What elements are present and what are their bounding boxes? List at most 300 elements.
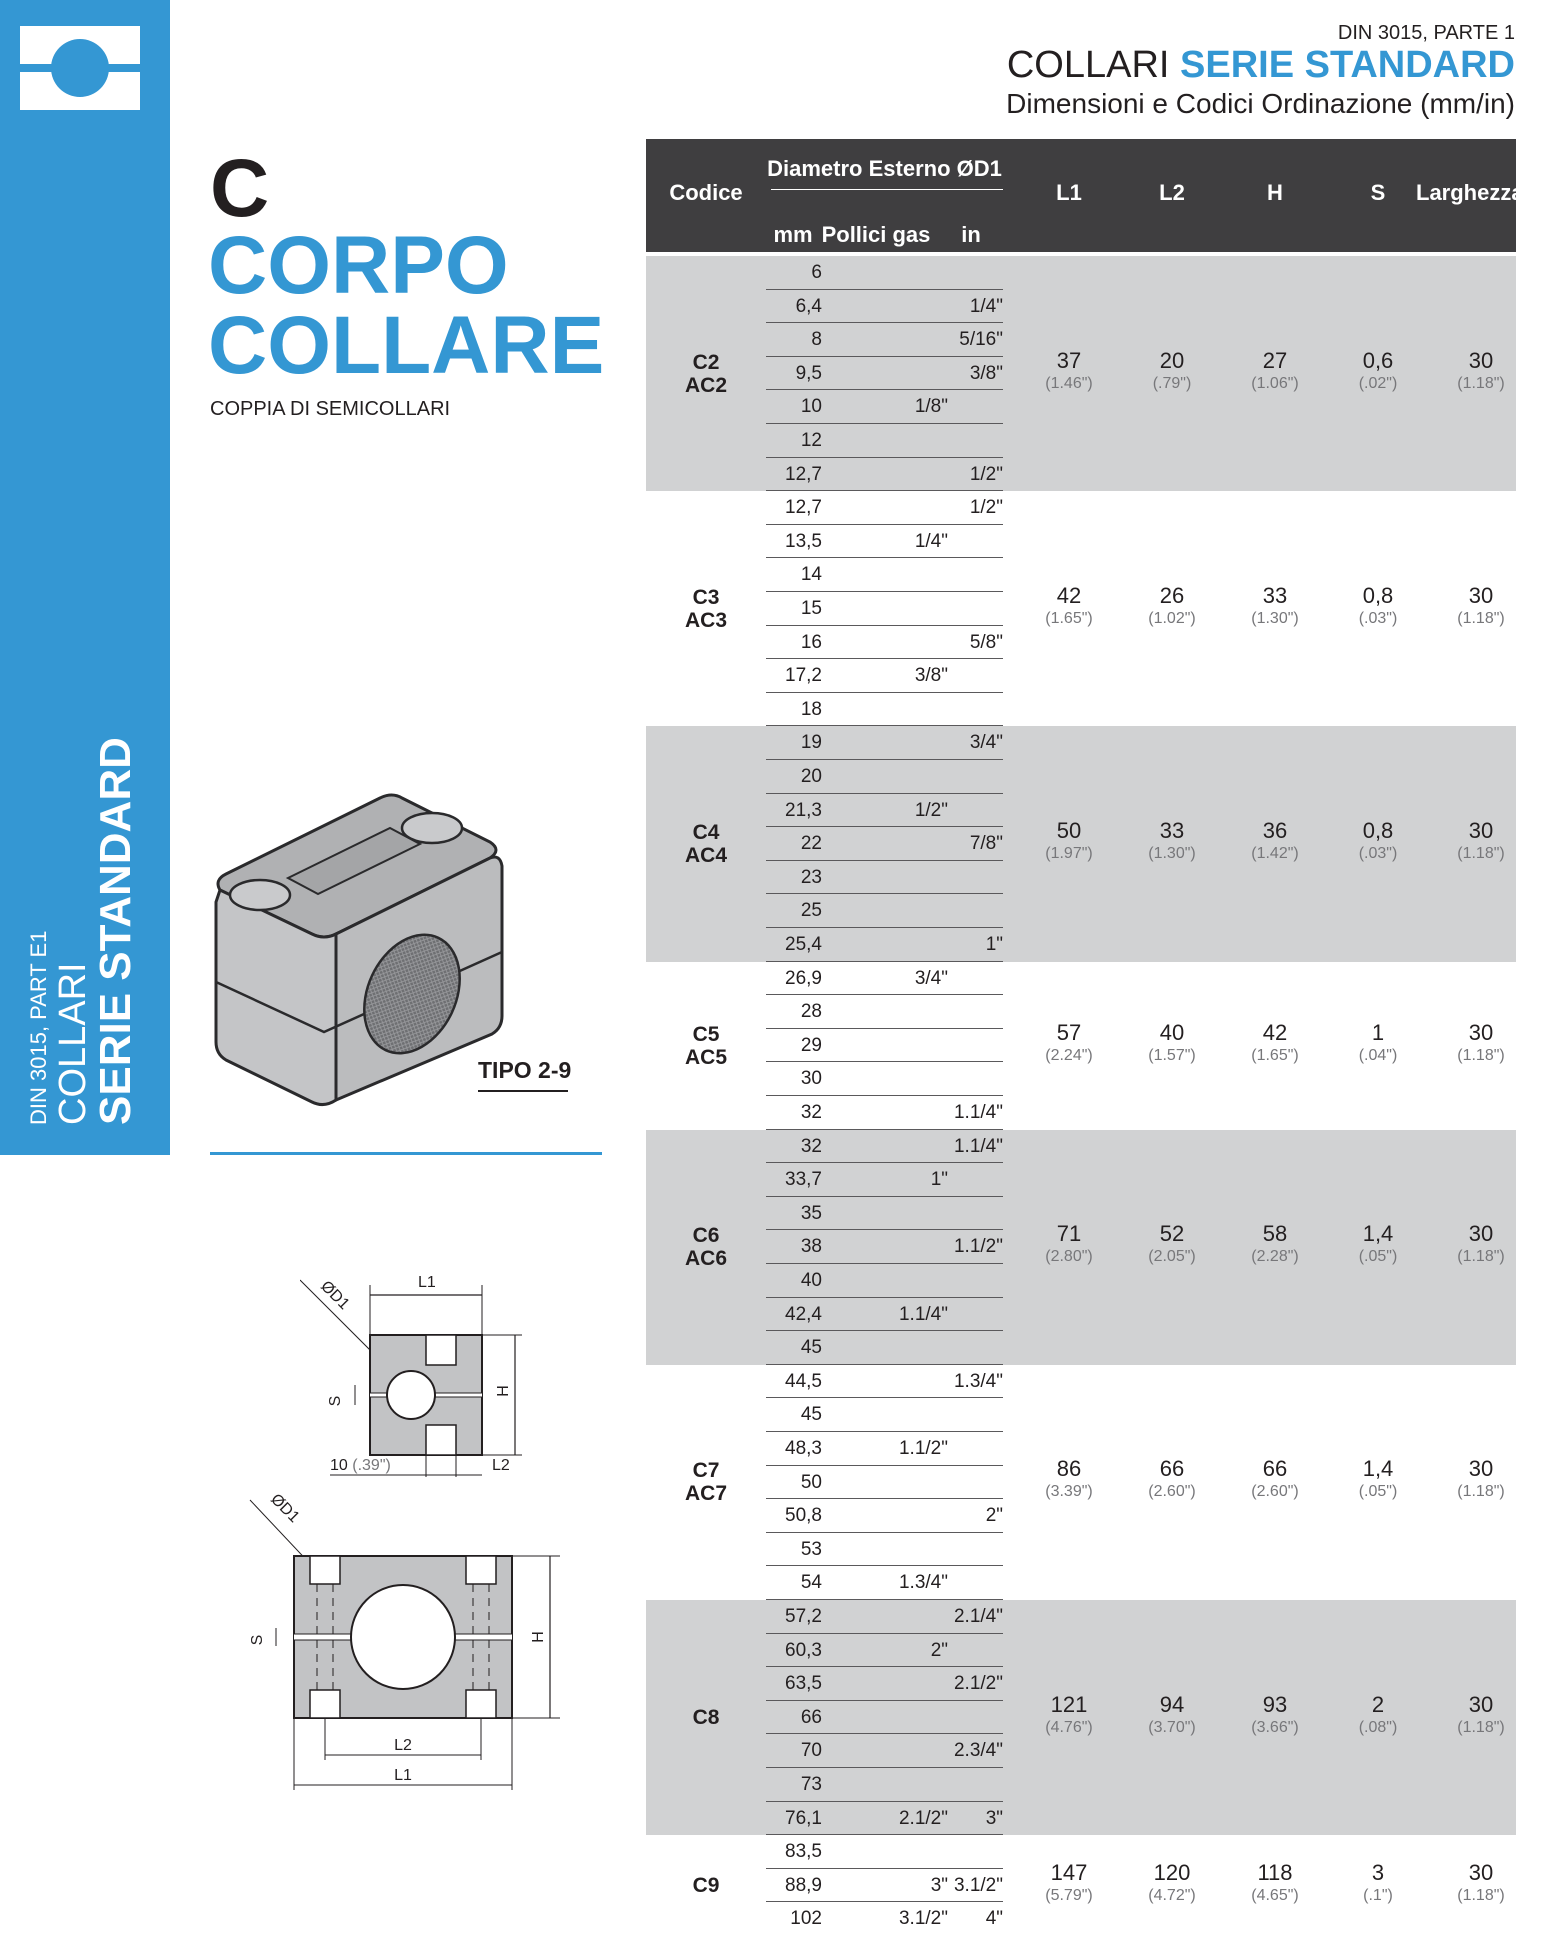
table-row: [766, 458, 1003, 492]
diameter-mm: 20: [800, 765, 822, 787]
table-row: [766, 1331, 1003, 1365]
diameter-mm: 60,3: [785, 1639, 822, 1661]
table-row: [766, 1230, 1003, 1264]
dimension-s: [1328, 1860, 1428, 1906]
table-group: [646, 491, 1516, 726]
dimension-mm: 1,4: [1362, 1221, 1394, 1247]
diameter-mm: 53: [800, 1538, 822, 1560]
diameter-gas: 1": [930, 1169, 948, 1191]
table-row: [766, 290, 1003, 324]
table-row: [766, 1466, 1003, 1500]
dimension-inch: (2.28"): [1251, 1248, 1299, 1266]
diameter-inch: 3/8": [969, 362, 1003, 384]
table-row: [766, 1768, 1003, 1802]
technical-drawing-large: [230, 1490, 560, 1790]
header-title-plain: COLLARI: [1006, 44, 1180, 86]
table-row: [766, 1197, 1003, 1231]
table-row: [766, 424, 1003, 458]
diameter-mm: 19: [800, 732, 822, 754]
dimension-inch: (4.76"): [1045, 1718, 1093, 1736]
dimension-inch: (3.39"): [1045, 1483, 1093, 1501]
dimension-mm: 33: [1262, 582, 1288, 608]
group-code: [646, 1874, 766, 1897]
diameter-mm: 38: [800, 1236, 822, 1258]
table-row: [766, 491, 1003, 525]
code-label: AC6: [684, 1247, 727, 1271]
dim-h-small: H: [495, 1385, 512, 1397]
diameter-mm: 30: [800, 1068, 822, 1090]
dimension-mm: 30: [1468, 1859, 1494, 1885]
dimension-mm: 3: [1371, 1859, 1385, 1885]
dimension-l2: [1122, 583, 1222, 629]
col-s: S: [1370, 180, 1386, 205]
diameter-mm: 32: [800, 1101, 822, 1123]
dimension-mm: 0,8: [1362, 582, 1394, 608]
diameter-mm: 17,2: [785, 665, 822, 687]
dimension-inch: (5.79"): [1045, 1886, 1093, 1904]
dim-s-small: S: [327, 1395, 344, 1407]
dimension-h: [1225, 1692, 1325, 1738]
group-code: [646, 1224, 766, 1270]
col-width: Larghezza: [1416, 180, 1524, 205]
table-row: [766, 1734, 1003, 1768]
diameter-mm: 83,5: [785, 1841, 822, 1863]
dimension-inch: (1.18"): [1457, 1046, 1505, 1064]
dimension-inch: (1.42"): [1251, 844, 1299, 862]
dimension-mm: 50: [1056, 817, 1082, 843]
dimension-mm: 66: [1262, 1456, 1288, 1482]
dimension-h: [1225, 1221, 1325, 1267]
table-row: [766, 1600, 1003, 1634]
table-row: [766, 390, 1003, 424]
table-group: [646, 1835, 1516, 1936]
table-row: [766, 1835, 1003, 1869]
diameter-inch: 3.1/2": [953, 1874, 1003, 1896]
dimension-mm: 36: [1262, 817, 1288, 843]
side-label: [28, 737, 138, 1125]
table-row: [766, 1130, 1003, 1164]
diameter-inch: 2.1/4": [953, 1606, 1003, 1627]
diameter-mm: 70: [800, 1740, 822, 1762]
dimension-l2: [1122, 1020, 1222, 1066]
table-row: [766, 1902, 1003, 1936]
group-code: [646, 1706, 766, 1729]
diameter-gas: 2": [930, 1639, 948, 1661]
diameter-gas: 2.1/2": [898, 1807, 948, 1829]
table-row: [766, 726, 1003, 760]
dim-l2-small: L2: [492, 1457, 510, 1474]
dimension-mm: 94: [1159, 1691, 1185, 1717]
table-row: [766, 1701, 1003, 1735]
code-label: C5: [692, 1022, 720, 1046]
dimension-l1: [1019, 583, 1119, 629]
table-row: [766, 659, 1003, 693]
dimension-inch: (1.18"): [1457, 374, 1505, 392]
diameter-gas: 1.3/4": [898, 1572, 948, 1594]
dimension-inch: (.05"): [1358, 1248, 1398, 1266]
dimension-inch: (.03"): [1358, 844, 1398, 862]
dimension-h: [1225, 1456, 1325, 1502]
col-gas: Pollici gas: [821, 222, 931, 247]
table-row: [766, 1432, 1003, 1466]
table-group: [646, 726, 1516, 961]
table-row: [766, 1365, 1003, 1399]
dimension-l2: [1122, 1221, 1222, 1267]
diameter-mm: 73: [800, 1774, 822, 1795]
dimension-mm: 30: [1468, 817, 1494, 843]
diameter-mm: 26,9: [785, 967, 822, 989]
dimension-h: [1225, 818, 1325, 864]
dimension-h: [1225, 1020, 1325, 1066]
diameter-mm: 18: [800, 698, 822, 720]
dimension-mm: 1,4: [1362, 1456, 1394, 1482]
divider-rule: [210, 1152, 602, 1155]
title-letter: C: [210, 143, 270, 234]
diameter-inch: 5/16": [959, 329, 1003, 351]
code-label: AC2: [684, 373, 727, 397]
table-row: [766, 1667, 1003, 1701]
dim-d1-large: ØD1: [267, 1490, 303, 1527]
diameter-mm: 50: [800, 1471, 822, 1493]
dimension-inch: (1.97"): [1045, 844, 1093, 862]
dimension-mm: 66: [1159, 1456, 1185, 1482]
diameter-mm: 76,1: [785, 1807, 822, 1829]
diameter-inch: 1.3/4": [953, 1370, 1003, 1392]
code-label: C4: [692, 820, 720, 844]
diameter-inch: 3/4": [969, 732, 1003, 754]
dimension-w: [1431, 583, 1531, 629]
dim-d1-small: ØD1: [317, 1277, 353, 1314]
dimension-l2: [1122, 1456, 1222, 1502]
col-mm: mm: [773, 222, 813, 247]
diameter-inch: 1/4": [969, 295, 1003, 317]
dimension-mm: 26: [1159, 582, 1185, 608]
table-row: [766, 626, 1003, 660]
dimension-s: [1328, 1456, 1428, 1502]
code-label: C2: [692, 350, 720, 374]
technical-drawing-small: [300, 1265, 530, 1485]
dimension-s: [1328, 1221, 1428, 1267]
col-diameter: Diametro Esterno ØD1: [767, 156, 1002, 181]
dim-l1-small: L1: [418, 1274, 436, 1291]
diameter-mm: 12: [800, 430, 822, 451]
diameter-mm: 35: [800, 1202, 822, 1224]
diameter-mm: 57,2: [785, 1606, 822, 1627]
diameter-mm: 48,3: [785, 1437, 822, 1459]
diameter-mm: 29: [800, 1034, 822, 1056]
diameter-gas: 1/4": [914, 530, 948, 552]
dimension-inch: (.02"): [1358, 374, 1398, 392]
side-collari: COLLARI: [52, 962, 94, 1125]
dimension-inch: (.03"): [1358, 609, 1398, 627]
code-label: AC3: [684, 608, 727, 632]
dimension-inch: (1.18"): [1457, 1483, 1505, 1501]
dimension-inch: (2.60"): [1148, 1483, 1196, 1501]
table-row: [766, 827, 1003, 861]
table-row: [766, 894, 1003, 928]
dimension-inch: (2.05"): [1148, 1248, 1196, 1266]
diameter-mm: 102: [790, 1908, 822, 1930]
table-row: [766, 1869, 1003, 1903]
dimension-inch: (1.57"): [1148, 1046, 1196, 1064]
group-code: [646, 586, 766, 632]
code-label: C8: [692, 1706, 720, 1730]
diameter-inch: 4": [985, 1908, 1003, 1930]
table-row: [766, 1298, 1003, 1332]
dimension-w: [1431, 1456, 1531, 1502]
table-row: [766, 1802, 1003, 1836]
diameter-mm: 14: [800, 564, 822, 586]
diameter-gas: 3/8": [914, 665, 948, 687]
dimension-inch: (1.18"): [1457, 1718, 1505, 1736]
dimension-inch: (1.30"): [1148, 844, 1196, 862]
diameter-gas: 1.1/4": [898, 1303, 948, 1325]
header-title: [1007, 44, 1515, 87]
table-row: [766, 256, 1003, 290]
dimension-inch: (.79"): [1152, 374, 1192, 392]
dimension-mm: 118: [1257, 1859, 1293, 1885]
dimension-w: [1431, 1221, 1531, 1267]
diameter-mm: 66: [800, 1706, 822, 1728]
diameter-inch: 1/2": [969, 463, 1003, 485]
dimension-mm: 0,6: [1362, 347, 1394, 373]
diameter-mm: 50,8: [785, 1505, 822, 1527]
table-row: [766, 1533, 1003, 1567]
header-norm: DIN 3015, PARTE 1: [1337, 22, 1515, 44]
diameter-mm: 22: [800, 833, 822, 855]
dimension-l2: [1122, 1692, 1222, 1738]
diameter-gas: 3.1/2": [898, 1908, 948, 1930]
dimension-mm: 57: [1056, 1019, 1082, 1045]
code-label: C9: [692, 1874, 720, 1898]
table-group: [646, 1130, 1516, 1365]
dimension-s: [1328, 1020, 1428, 1066]
table-header: [646, 139, 1524, 252]
dimension-mm: 42: [1056, 582, 1082, 608]
code-label: C3: [692, 585, 720, 609]
diameter-mm: 10: [800, 396, 822, 418]
diameter-mm: 6,4: [795, 295, 822, 317]
dimension-inch: (2.60"): [1251, 1483, 1299, 1501]
dimension-mm: 71: [1056, 1221, 1082, 1247]
group-code: [646, 351, 766, 397]
dimension-mm: 33: [1159, 817, 1185, 843]
dimension-h: [1225, 1860, 1325, 1906]
dimension-inch: (1.02"): [1148, 609, 1196, 627]
col-h: H: [1267, 180, 1283, 205]
dim-l2-large: L2: [394, 1737, 412, 1754]
diameter-gas: 3/4": [914, 967, 948, 989]
table-row: [766, 323, 1003, 357]
table-row: [766, 558, 1003, 592]
col-inch: in: [961, 222, 981, 247]
diameter-mm: 88,9: [785, 1874, 822, 1896]
diameter-mm: 9,5: [795, 362, 822, 384]
diameter-inch: 2.3/4": [953, 1740, 1003, 1762]
diameter-mm: 15: [800, 597, 822, 619]
dimension-l2: [1122, 818, 1222, 864]
table-row: [766, 995, 1003, 1029]
diameter-mm: 28: [800, 1001, 822, 1023]
diameter-mm: 12,7: [785, 463, 822, 485]
diameter-underline: [771, 189, 1003, 190]
dimension-w: [1431, 1860, 1531, 1906]
dimension-inch: (1.65"): [1045, 609, 1093, 627]
code-label: AC4: [684, 843, 727, 867]
dimension-s: [1328, 583, 1428, 629]
group-code: [646, 1023, 766, 1069]
dimension-l1: [1019, 348, 1119, 394]
title-line2: COLLARE: [208, 300, 605, 391]
dimension-mm: 52: [1159, 1221, 1185, 1247]
dimension-mm: 30: [1468, 1221, 1494, 1247]
title-line1: CORPO: [208, 220, 509, 311]
dimension-l2: [1122, 348, 1222, 394]
dimension-w: [1431, 348, 1531, 394]
dimension-inch: (.1"): [1363, 1886, 1393, 1904]
diameter-inch: 1": [985, 933, 1003, 955]
diameter-mm: 6: [811, 262, 822, 283]
table-row: [766, 794, 1003, 828]
diameter-mm: 25,4: [785, 933, 822, 955]
table-row: [766, 1096, 1003, 1130]
dimension-s: [1328, 1692, 1428, 1738]
diameter-mm: 23: [800, 866, 822, 888]
side-norm: DIN 3015, PART E1: [26, 930, 51, 1125]
code-label: C7: [692, 1459, 720, 1483]
table-group: [646, 1365, 1516, 1600]
table-group: [646, 256, 1516, 491]
dimension-l1: [1019, 1456, 1119, 1502]
diameter-mm: 40: [800, 1269, 822, 1291]
dimension-l1: [1019, 1692, 1119, 1738]
diameter-mm: 13,5: [785, 530, 822, 552]
diameter-gas: 1/2": [914, 799, 948, 821]
diameter-mm: 44,5: [785, 1370, 822, 1392]
diameter-gas: 3": [930, 1874, 948, 1896]
dimension-w: [1431, 1020, 1531, 1066]
table-row: [766, 525, 1003, 559]
dimension-inch: (1.18"): [1457, 609, 1505, 627]
table-row: [766, 1634, 1003, 1668]
code-label: AC7: [684, 1482, 727, 1506]
header-title-bold: SERIE STANDARD: [1180, 44, 1515, 86]
dimension-inch: (2.24"): [1045, 1046, 1093, 1064]
diameter-inch: 1.1/4": [953, 1101, 1003, 1123]
code-label: AC5: [684, 1045, 727, 1069]
dim-gap-inch: (.39"): [352, 1457, 391, 1474]
table-row: [766, 861, 1003, 895]
dimension-inch: (1.30"): [1251, 609, 1299, 627]
dimension-mm: 40: [1159, 1019, 1185, 1045]
dimension-mm: 20: [1159, 347, 1185, 373]
dimension-inch: (1.06"): [1251, 374, 1299, 392]
diameter-inch: 2.1/2": [953, 1673, 1003, 1695]
dimension-w: [1431, 1692, 1531, 1738]
dimension-inch: (1.46"): [1045, 374, 1093, 392]
table-row: [766, 1029, 1003, 1063]
dim-h-large: H: [530, 1631, 547, 1643]
table-row: [766, 693, 1003, 727]
diameter-inch: 3": [985, 1807, 1003, 1829]
dimension-mm: 30: [1468, 1691, 1494, 1717]
dimension-h: [1225, 348, 1325, 394]
dimension-inch: (.08"): [1358, 1718, 1398, 1736]
diameter-mm: 8: [811, 329, 822, 351]
dimension-w: [1431, 818, 1531, 864]
side-serie: SERIE STANDARD: [91, 737, 140, 1125]
diameter-inch: 1.1/4": [953, 1135, 1003, 1157]
diameter-inch: 5/8": [969, 631, 1003, 653]
svg-text:10 (.39"): [330, 1457, 391, 1474]
dimension-inch: (2.80"): [1045, 1248, 1093, 1266]
dimension-inch: (4.65"): [1251, 1886, 1299, 1904]
diameter-inch: 1/2": [969, 497, 1003, 519]
title-subtitle: COPPIA DI SEMICOLLARI: [210, 398, 451, 420]
diameter-gas: 1/8": [914, 396, 948, 418]
table-row: [766, 962, 1003, 996]
diameter-mm: 21,3: [785, 799, 822, 821]
table-row: [766, 928, 1003, 962]
table-row: [766, 760, 1003, 794]
dimension-inch: (3.66"): [1251, 1718, 1299, 1736]
diameter-inch: 1.1/2": [953, 1236, 1003, 1258]
dimension-h: [1225, 583, 1325, 629]
dimension-mm: 2: [1371, 1691, 1385, 1717]
table-group: [646, 962, 1516, 1130]
table-row: [766, 1398, 1003, 1432]
col-code: Codice: [669, 180, 743, 205]
dim-gap-value: 10: [330, 1457, 348, 1474]
dimension-mm: 58: [1262, 1221, 1288, 1247]
table-row: [766, 1163, 1003, 1197]
table-row: [766, 1264, 1003, 1298]
side-band: [0, 0, 170, 1155]
dimension-mm: 147: [1050, 1859, 1088, 1885]
col-l1: L1: [1056, 180, 1082, 205]
code-label: C6: [692, 1224, 720, 1248]
clamp-isometric-illustration: [200, 770, 510, 1120]
group-code: [646, 821, 766, 867]
dimension-mm: 30: [1468, 582, 1494, 608]
header-subtitle: Dimensioni e Codici Ordinazione (mm/in): [1006, 88, 1515, 119]
diameter-mm: 42,4: [785, 1303, 822, 1325]
diameter-mm: 16: [800, 631, 822, 653]
dimension-inch: (3.70"): [1148, 1718, 1196, 1736]
dimension-inch: (1.18"): [1457, 1886, 1505, 1904]
diameter-mm: 25: [800, 900, 822, 922]
dimension-inch: (1.18"): [1457, 844, 1505, 862]
dimension-l2: [1122, 1860, 1222, 1906]
dimension-l1: [1019, 1221, 1119, 1267]
brand-logo: [20, 26, 140, 110]
dimension-mm: 27: [1262, 347, 1288, 373]
dimension-mm: 1: [1371, 1019, 1385, 1045]
dimension-mm: 86: [1056, 1456, 1082, 1482]
dimension-mm: 30: [1468, 1456, 1494, 1482]
dimension-s: [1328, 818, 1428, 864]
col-l2: L2: [1159, 180, 1185, 205]
diameter-mm: 63,5: [785, 1673, 822, 1695]
type-label: TIPO 2-9: [478, 1057, 572, 1083]
dimension-inch: (4.72"): [1148, 1886, 1196, 1904]
diameter-mm: 33,7: [785, 1169, 822, 1191]
dimension-mm: 30: [1468, 347, 1494, 373]
dim-s-large: S: [249, 1634, 266, 1646]
dimension-inch: (.04"): [1358, 1046, 1398, 1064]
dimension-l1: [1019, 1860, 1119, 1906]
table-group: [646, 1600, 1516, 1835]
